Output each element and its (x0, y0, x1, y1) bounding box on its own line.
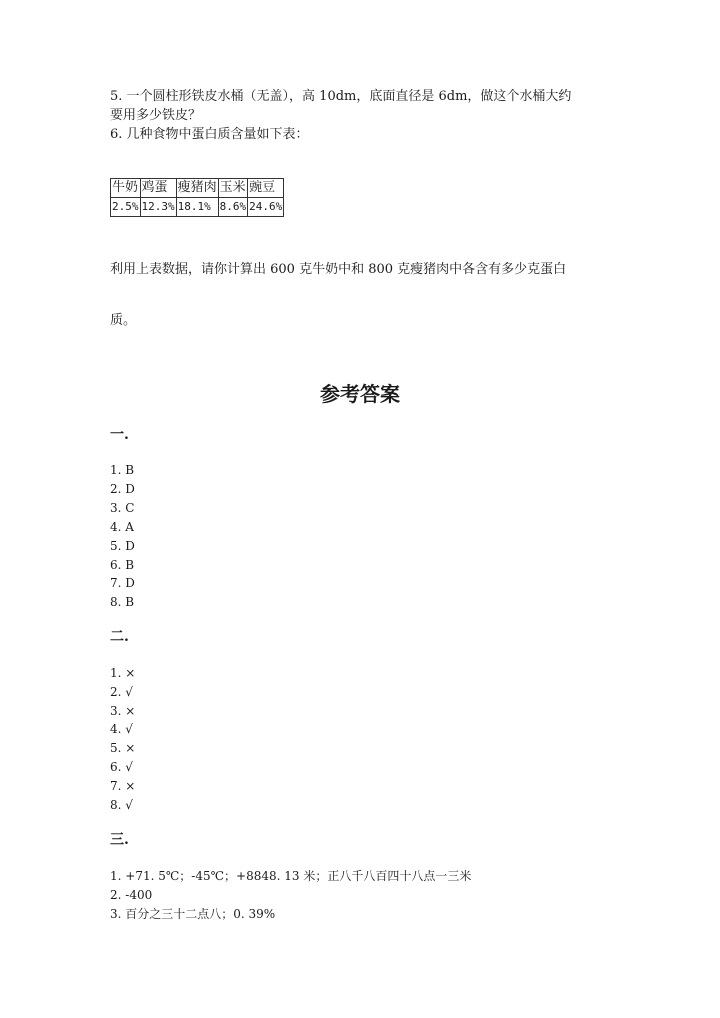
table-header-cell: 鸡蛋 (140, 179, 176, 198)
answer-item: 3. C (110, 501, 135, 515)
answer-item: 1. +71. 5℃；-45℃；+8848. 13 米；正八千八百四十八点一三米 (110, 869, 472, 883)
answer-item: 2. √ (110, 685, 133, 699)
table-header-cell: 豌豆 (248, 179, 284, 198)
table-value-row (111, 198, 284, 217)
answer-item: 7. × (110, 779, 136, 793)
section-heading: 一. (110, 427, 129, 443)
answer-item: 5. × (110, 741, 136, 755)
answer-item: 6. B (110, 558, 135, 572)
table-header-cell: 玉米 (218, 179, 248, 198)
answer-item: 2. -400 (110, 888, 153, 902)
question-5-line-2: 要用多少铁皮？ (110, 108, 202, 123)
question-6-line-2: 利用上表数据，请你计算出 600 克牛奶中和 800 克瘦猪肉中各含有多少克蛋白 (110, 262, 567, 277)
table-header-cell: 瘦猪肉 (176, 179, 218, 198)
answer-title: 参考答案 (320, 382, 400, 406)
answer-item: 3. × (110, 704, 136, 718)
answer-item: 4. √ (110, 722, 133, 736)
answer-item: 8. √ (110, 798, 133, 812)
answer-item: 6. √ (110, 760, 133, 774)
table-value-cell: 8.6% (218, 198, 248, 217)
answer-item: 1. × (110, 666, 136, 680)
question-5-line-1: 5. 一个圆柱形铁皮水桶（无盖），高 10dm，底面直径是 6dm，做这个水桶大约 (110, 89, 572, 104)
answer-item: 4. A (110, 520, 134, 534)
table-value-cell: 24.6% (248, 198, 284, 217)
answer-item: 5. D (110, 539, 135, 553)
protein-table (110, 178, 284, 217)
answer-item: 3. 百分之三十二点八；0. 39% (110, 907, 276, 921)
answer-item: 2. D (110, 482, 135, 496)
question-6-line-1: 6. 几种食物中蛋白质含量如下表： (110, 127, 309, 142)
table-value-cell: 2.5% (111, 198, 141, 217)
answer-item: 7. D (110, 576, 135, 590)
table-value-cell: 12.3% (140, 198, 176, 217)
section-heading: 三. (110, 832, 129, 848)
section-heading: 二. (110, 629, 129, 645)
table-header-cell: 牛奶 (111, 179, 141, 198)
table-header-row (111, 179, 284, 198)
table-value-cell: 18.1% (176, 198, 218, 217)
answer-item: 1. B (110, 463, 135, 477)
question-6-line-3: 质。 (110, 313, 137, 328)
answer-item: 8. B (110, 595, 135, 609)
